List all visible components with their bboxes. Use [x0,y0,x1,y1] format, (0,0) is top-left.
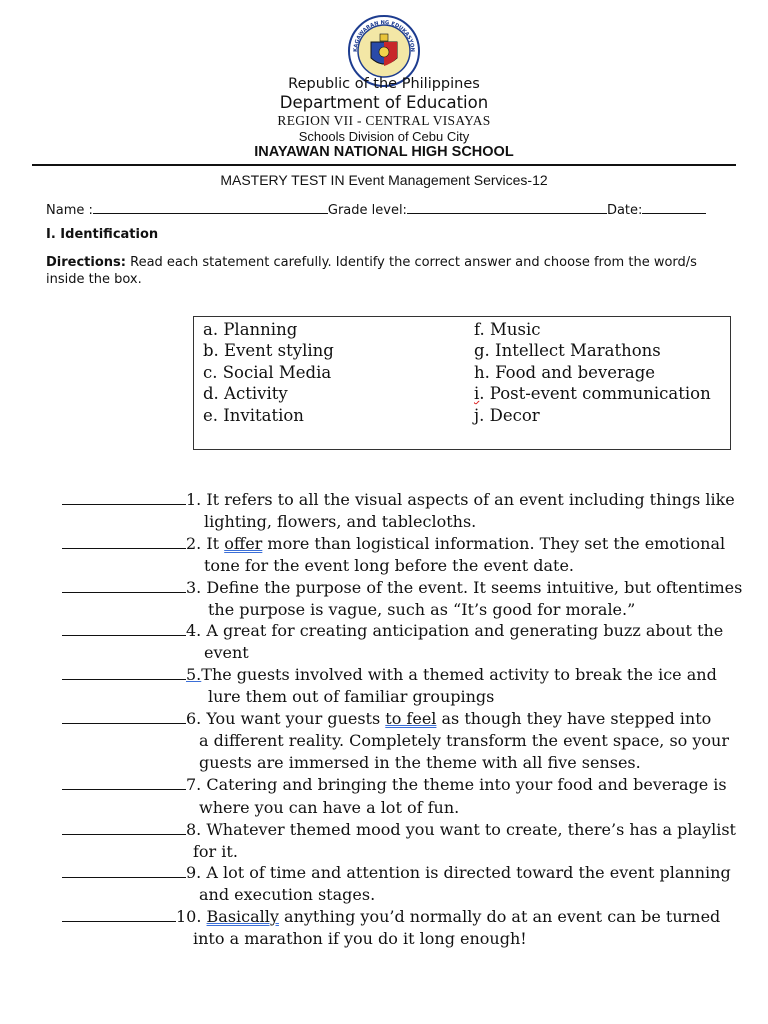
grade-level-blank[interactable] [407,201,607,214]
choice-i: i. Post-event communication [474,384,711,403]
choice-d: d. Activity [203,384,288,403]
question-5 [62,664,717,706]
seal-text: KAGAWARAN NG EDUKASYON [352,19,416,53]
question-number-3: 3. [186,578,202,597]
division-heading: Schools Division of Cebu City [298,129,470,144]
grade-level-label: Grade level: [327,203,407,218]
date-blank[interactable] [642,201,706,214]
question-2 [62,533,726,575]
question-text-6: You want your guests to feel as though they have stepped into [206,709,712,728]
grammar-marker: offer [224,534,263,553]
question-text-8-cont: for it. [193,842,238,861]
question-number-8: 8. [186,820,202,839]
answer-blank-1[interactable] [62,491,186,505]
choice-e: e. Invitation [203,406,304,425]
directions-label: Directions: [46,255,126,270]
question-7 [62,774,727,817]
question-text-10-cont: into a marathon if you do it long enough! [193,929,527,948]
test-title: MASTERY TEST IN Event Management Services-12 [220,172,548,188]
choice-c: c. Social Media [203,363,332,382]
choice-b: b. Event styling [203,341,334,360]
answer-blank-10[interactable] [62,908,176,922]
question-number-10: 10. [176,907,202,926]
question-text-2: It offer more than logistical information. They set the emotional [206,534,726,553]
question-text-1: It refers to all the visual aspects of an event including things like [206,490,735,509]
answer-blank-5[interactable] [62,666,186,680]
question-8 [62,819,736,861]
question-number-5: 5. [186,665,202,684]
date-label: Date: [606,203,643,218]
question-text-1-cont: lighting, flowers, and tablecloths. [204,512,477,531]
grammar-marker: to feel [385,709,437,728]
answer-blank-9[interactable] [62,864,186,878]
answer-blank-4[interactable] [62,622,186,636]
answer-blank-7[interactable] [62,776,186,790]
question-4 [62,620,724,662]
question-text-7-cont: where you can have a lot of fun. [199,798,460,817]
question-number-9: 9. [186,863,202,882]
student-info-line [46,201,706,218]
question-text-4-cont: event [204,643,249,662]
choice-f: f. Music [474,320,541,339]
question-text-8: Whatever themed mood you want to create, there’s has a playlist [206,820,736,839]
question-6 [62,708,730,772]
question-text-5: The guests involved with a themed activity to break the ice and [201,665,717,684]
question-number-7: 7. [186,775,202,794]
choice-a: a. Planning [203,320,298,339]
name-blank[interactable] [93,201,328,214]
question-number-4: 4. [186,621,202,640]
school-name: INAYAWAN NATIONAL HIGH SCHOOL [254,144,514,160]
choice-j: j. Decor [474,406,540,425]
question-text-6-cont: a different reality. Completely transform the event space, so your [199,731,730,750]
question-number-1: 1. [186,490,202,509]
question-1 [62,489,735,531]
department-heading: Department of Education [279,93,489,112]
question-text-6-cont2: guests are immersed in the theme with all five senses. [199,753,641,772]
answer-blank-2[interactable] [62,535,186,549]
directions-text: Read each statement carefully. Identify the correct answer and choose from the word/s inside the box. [46,255,697,287]
spellcheck-marker: i [474,384,480,403]
region-heading: REGION VII - CENTRAL VISAYAS [277,113,491,128]
grammar-marker: Basically [206,907,279,926]
question-text-7: Catering and bringing the theme into your food and beverage is [206,775,727,794]
name-label: Name : [46,203,93,218]
question-text-5-cont: lure them out of familiar groupings [208,687,495,706]
question-3 [62,577,743,619]
section-title: I. Identification [46,227,159,242]
question-text-10: Basically anything you’d normally do at an event can be turned [206,907,721,926]
question-text-3-cont: the purpose is vague, such as “It’s good for morale.” [208,600,636,619]
choice-g: g. Intellect Marathons [474,341,661,360]
answer-blank-8[interactable] [62,821,186,835]
question-text-9-cont: and execution stages. [199,885,376,904]
question-9 [62,862,731,904]
question-text-4: A great for creating anticipation and generating buzz about the [206,621,724,640]
choice-h: h. Food and beverage [474,363,656,382]
question-text-3: Define the purpose of the event. It seems intuitive, but oftentimes [206,578,743,597]
choices-box [193,316,731,450]
question-number-2: 2. [186,534,202,553]
question-text-9: A lot of time and attention is directed toward the event planning [206,863,731,882]
answer-blank-3[interactable] [62,579,186,593]
question-number-6: 6. [186,709,202,728]
question-10 [62,906,721,948]
header-divider [32,164,736,166]
directions [46,254,736,288]
answer-blank-6[interactable] [62,710,186,724]
question-text-2-cont: tone for the event long before the event date. [204,556,574,575]
country-heading: Republic of the Philippines [288,76,480,92]
